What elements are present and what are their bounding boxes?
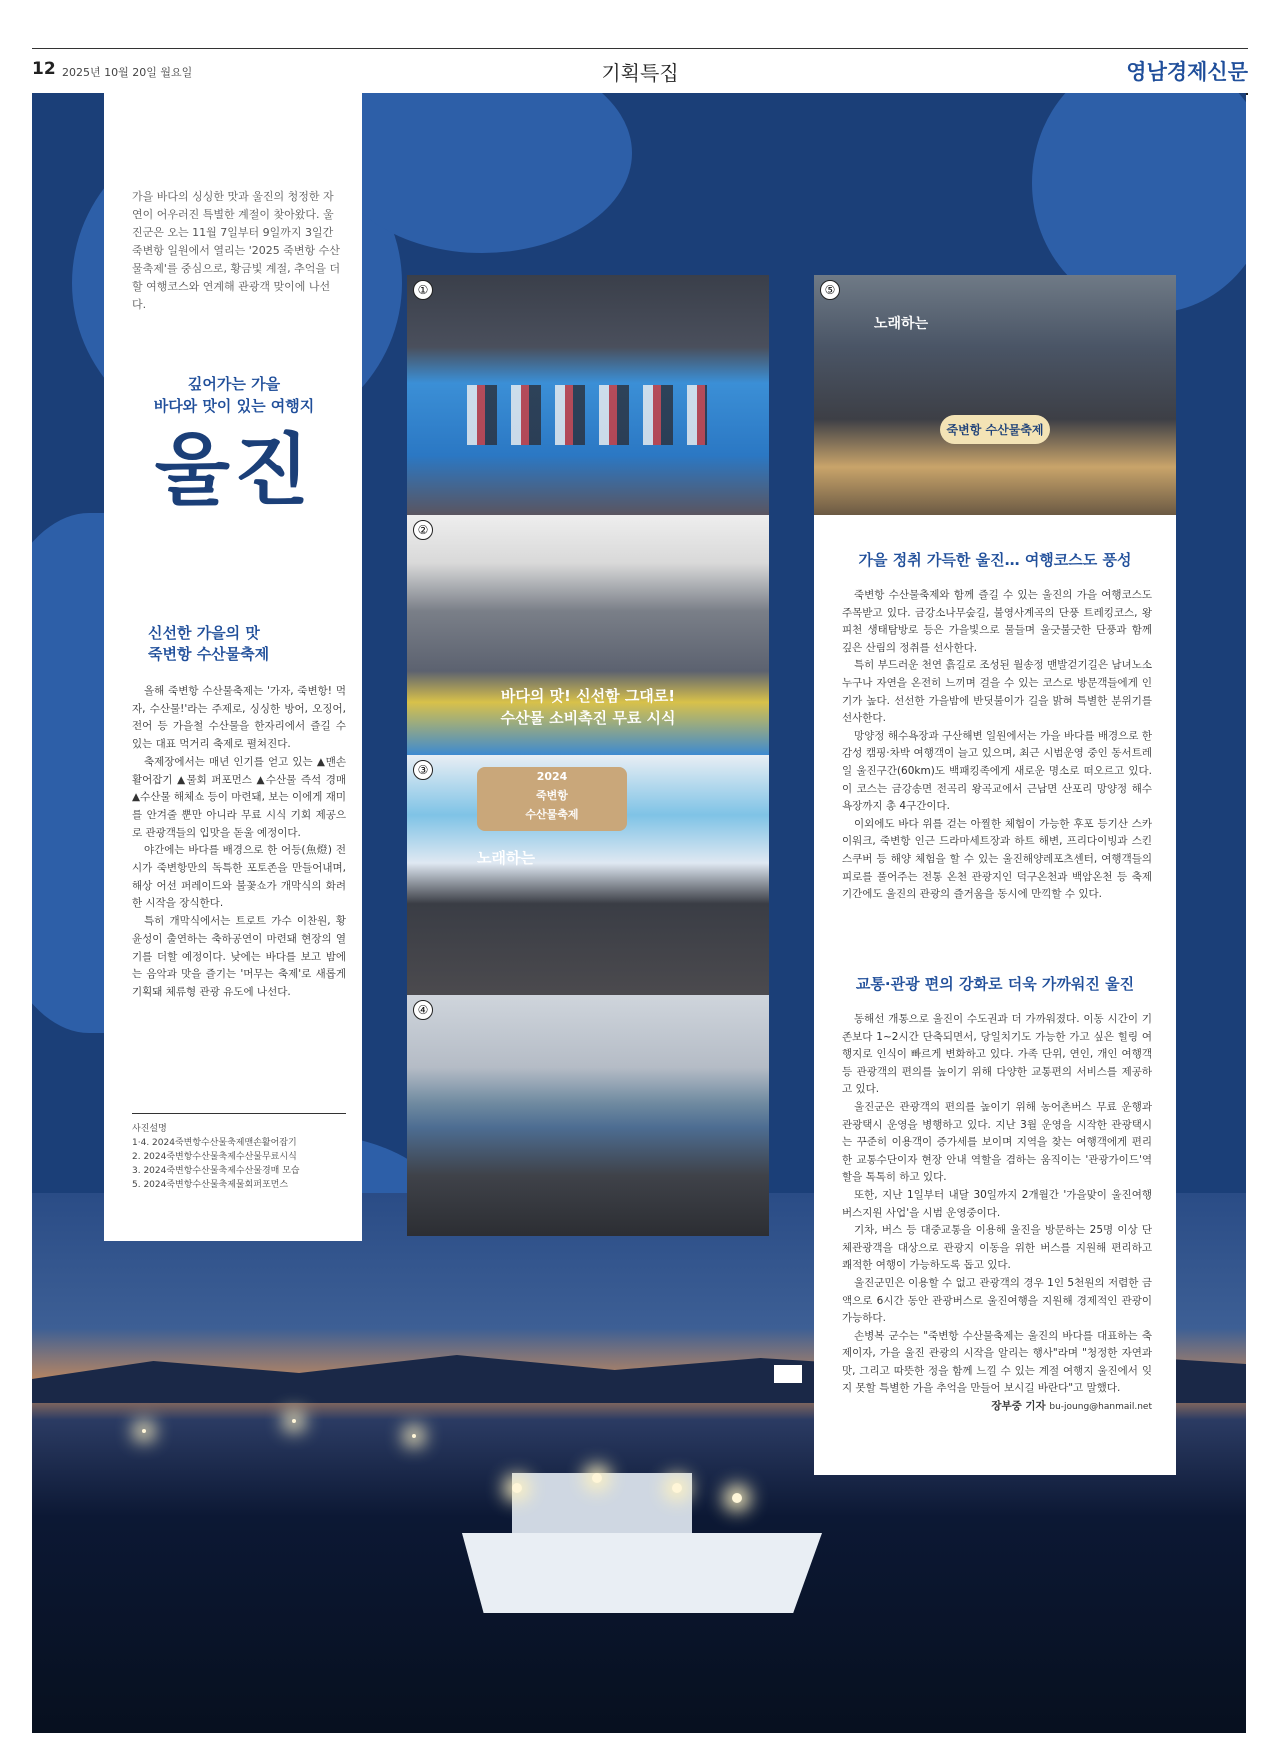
- reporter-name: 장부중 기자: [991, 1400, 1046, 1413]
- photo-5: [814, 275, 1176, 515]
- photo-2: [407, 515, 769, 755]
- paragraph: 울진군은 관광객의 편의를 높이기 위해 농어촌버스 무료 운행과 관광택시 운영을 병행하고 있다. 지난 3월 운영을 시작한 관광택시는 꾸준히 이용객이 증가세를 보이며 지역을 찾는 여행객에게 편리한 교통수단이자 현장 안내 역할을 겸하는 움직이는 '관광가이드'역할을 톡톡히 하고 있다.: [842, 1100, 1152, 1184]
- reporter-email: bu-joung@hanmail.net: [1049, 1402, 1152, 1413]
- paragraph: 죽변항 수산물축제와 함께 즐길 수 있는 울진의 가을 여행코스도 주목받고 있다. 금강소나무숲길, 불영사계곡의 단풍 트레킹코스, 왕피천 생태탐방로 등은 가을빛으로 물들며 울긋불긋한 단풍과 함께 깊은 산림의 정취를 선사한다.: [842, 589, 1152, 654]
- harbor-light: [412, 1434, 416, 1438]
- fishing-boat: [462, 1533, 822, 1613]
- publication-date: 2025년 10월 20일 월요일: [62, 66, 193, 79]
- paragraph: 손병복 군수는 "죽변항 수산물축제는 울진의 바다를 대표하는 축제이자, 가을 울진 관광의 시작을 알리는 행사"라며 "청정한 자연과 맛, 그리고 따뜻한 정을 함께 느낄 수 있는 계절 여행지 울진에서 잊지 못할 특별한 가을 추억을 만들어 보시길 바란다"고 말했다.: [842, 1329, 1152, 1395]
- photo-number: ③: [413, 760, 433, 780]
- paragraph: 울진군민은 이용할 수 없고 관광객의 경우 1인 5천원의 저렴한 금액으로 6시간 동안 관광버스로 울진여행을 지원해 경제적인 관광이 가능하다.: [842, 1276, 1152, 1325]
- section-heading-1: 가을 정취 가득한 울진… 여행코스도 풍성: [858, 551, 1132, 569]
- boat-cabin: [512, 1473, 692, 1533]
- kicker-line-1: 깊어가는 가을: [187, 375, 281, 393]
- caption-item: 1·4. 2024죽변항수산물축제맨손활어잡기: [132, 1138, 297, 1148]
- sign-line-3: 수산물축제: [525, 808, 579, 821]
- sign-line-2: 죽변항: [536, 789, 568, 802]
- paragraph: 기차, 버스 등 대중교통을 이용해 울진을 방문하는 25명 이상 단체관광객을 대상으로 관광지 이동을 위한 버스를 지원해 편리하고 쾌적한 여행이 가능하도록 돕고 있다.: [842, 1224, 1152, 1272]
- photo-1: [407, 275, 769, 515]
- photo-number: ①: [413, 280, 433, 300]
- subheading-line-1: 신선한 가을의 맛: [148, 624, 260, 642]
- section-heading-2: 교통·관광 편의 강화로 더욱 가까워진 울진: [855, 975, 1135, 993]
- caption-item: 3. 2024죽변항수산물축제수산물경매 모습: [132, 1166, 300, 1176]
- page-number: 12: [32, 59, 56, 79]
- caption-item: 2. 2024죽변항수산물축제수산물무료시식: [132, 1152, 297, 1162]
- photo-3: [407, 755, 769, 995]
- caption-title: 사진설명: [132, 1124, 167, 1134]
- newspaper-brand: 영남경제신문: [1126, 60, 1248, 84]
- photo-stack: [407, 275, 769, 1236]
- paragraph: 특히 부드러운 천연 흙길로 조성된 월송정 맨발걷기길은 남녀노소 누구나 자연을 온전히 느끼며 걸을 수 있는 코스로 방문객들에게 인기가 높다. 선선한 가을밤에 반딧불이가 길을 밝혀 특별한 분위기를 선사한다.: [842, 659, 1152, 725]
- kicker-line-2: 바다와 맛이 있는 여행지: [153, 397, 315, 415]
- festival-sign: [477, 767, 627, 831]
- paragraph: 특히 개막식에서는 트로트 가수 이찬원, 황윤성이 출연하는 축하공연이 마련돼 현장의 열기를 더할 예정이다. 낮에는 바다를 보고 밤에는 음악과 맛을 즐기는 '머무는 축제'로 새롭게 기획돼 체류형 관광 유도에 나선다.: [132, 915, 346, 998]
- photo2-banner-line-1: 바다의 맛! 신선함 그대로!: [500, 687, 676, 705]
- photo-4: [407, 995, 769, 1236]
- pool-crowd-figures: [467, 385, 707, 445]
- paragraph: 또한, 지난 1일부터 내달 30일까지 2개월간 '가을맞이 울진여행 버스지원 사업'을 시범 운영중이다.: [842, 1188, 1152, 1219]
- boat-light: [512, 1483, 522, 1493]
- intro-paragraph: 가을 바다의 싱싱한 맛과 울진의 청정한 자연이 어우러진 특별한 계절이 찾아왔다. 울진군은 오는 11월 7일부터 9일까지 3일간 죽변항 일원에서 열리는 '2025 죽변항 수산물축제'를 중심으로, 황금빛 계절, 추억을 더할 여행코스와 연계해 관광객 맞이에 나선다.: [132, 190, 341, 311]
- main-title: 울진: [154, 426, 314, 516]
- paragraph: 야간에는 바다를 배경으로 한 어등(魚燈) 전시가 죽변항만의 독특한 포토존을 만들어내며, 해상 어선 퍼레이드와 불꽃쇼가 개막식의 화려한 시작을 장식한다.: [132, 844, 346, 910]
- stage-banner: 노래하는: [477, 849, 535, 867]
- right-body-2: [842, 1011, 1152, 1417]
- left-article-column: [104, 93, 362, 1241]
- subheading-line-2: 죽변항 수산물축제: [148, 645, 270, 663]
- paragraph: 망양정 해수욕장과 구산해변 일원에서는 가을 바다를 배경으로 한 감성 캠핑·차박 여행객이 늘고 있으며, 최근 시범운영 중인 동서트레일 울진구간(60km)도 백패킹족에게 새로운 명소로 떠오르고 있다. 이 코스는 금강송면 전곡리 왕곡교에서 근남면 산포리 망양정 해수욕장까지 총 4구간이다.: [842, 729, 1152, 813]
- paragraph: 올해 죽변항 수산물축제는 '가자, 죽변항! 먹자, 수산물!'라는 주제로, 싱싱한 방어, 오징어, 전어 등 가을철 수산물을 한자리에서 즐길 수 있는 대표 먹거리 축제로 펼쳐진다.: [132, 685, 346, 751]
- photo5-board: 죽변항 수산물축제: [940, 415, 1050, 444]
- paragraph: 이외에도 바다 위를 걷는 아찔한 체험이 가능한 후포 등기산 스카이워크, 죽변항 인근 드라마세트장과 하트 해변, 프리다이빙과 스킨스쿠버 등 해양 체험을 할 수 있는 울진해양레포츠센터, 여행객들의 피로를 풀어주는 전통 온천 관광지인 덕구온천과 백암온천 등 축제기간에도 울진의 관광의 즐거움을 동시에 만끽할 수 있다.: [842, 817, 1152, 901]
- photo-number: ④: [413, 1000, 433, 1020]
- right-article-column: [814, 275, 1176, 1475]
- right-body-1: [842, 587, 1152, 904]
- harbor-light: [292, 1419, 296, 1423]
- subheading: [148, 623, 348, 665]
- photo-captions: [132, 1113, 346, 1192]
- byline: [842, 1398, 1152, 1417]
- page-header: [32, 48, 1248, 95]
- sign-line-1: 2024: [536, 770, 568, 783]
- caption-item: 5. 2024죽변항수산물축제물회퍼포먼스: [132, 1180, 289, 1190]
- boat-light: [592, 1473, 602, 1483]
- photo-number: ⑤: [820, 280, 840, 300]
- boat-light: [672, 1483, 682, 1493]
- photo2-banner: [407, 685, 769, 729]
- photo-number: ②: [413, 520, 433, 540]
- boat-light: [732, 1493, 742, 1503]
- photo2-banner-line-2: 수산물 소비촉진 무료 시식: [500, 709, 676, 727]
- harbor-light: [142, 1429, 146, 1433]
- paragraph: 동해선 개통으로 울진이 수도권과 더 가까워졌다. 이동 시간이 기존보다 1~2시간 단축되면서, 당일치기도 가능한 가고 싶은 힐링 여행지로 인식이 빠르게 변화하고 있다. 가족 단위, 연인, 개인 여행객 등 관광객의 편의를 높이기 위해 다양한 교통편의 서비스를 제공하고 있다.: [842, 1013, 1152, 1096]
- flag-icon: [774, 1365, 802, 1383]
- paragraph: 축제장에서는 매년 인기를 얻고 있는 ▲맨손 활어잡기 ▲물회 퍼포먼스 ▲수산물 즉석 경매 ▲수산물 해체쇼 등이 마련돼, 보는 이에게 재미를 안겨줄 뿐만 아니라 무료 시식 기회 제공으로 관광객들의 입맛을 돋울 예정이다.: [132, 755, 347, 839]
- section-title: 기획특집: [601, 61, 679, 85]
- photo5-banner: 노래하는: [874, 316, 929, 332]
- left-body: [132, 683, 346, 1002]
